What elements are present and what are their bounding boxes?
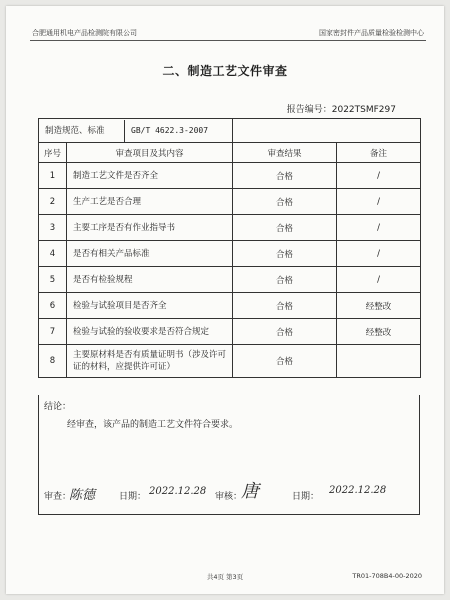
review-date: 2022.12.28 <box>149 486 207 497</box>
review-date-label: 日期： <box>119 492 147 502</box>
col-header-result: 审查结果 <box>233 143 337 163</box>
table-row <box>39 267 421 293</box>
row-note: / <box>337 267 421 293</box>
table-row <box>39 163 421 189</box>
reviewer-signature: 陈德 <box>69 488 96 503</box>
row-result: 合格 <box>233 293 337 319</box>
page-title: 二、制造工艺文件审查 <box>162 64 288 78</box>
row-result: 合格 <box>233 241 337 267</box>
row-result: 合格 <box>233 163 337 189</box>
table-header-row <box>39 143 421 163</box>
row-note: 经整改 <box>337 293 421 319</box>
report-number: 报告编号：2022TSMF297 <box>286 105 396 115</box>
col-header-item: 审查项目及其内容 <box>67 143 233 163</box>
table-row <box>39 345 421 378</box>
document-code: TR01-708B4-00-2020 <box>352 572 422 580</box>
spec-row <box>39 119 421 143</box>
row-note: 经整改 <box>337 319 421 345</box>
table-row <box>39 241 421 267</box>
row-no: 1 <box>39 163 67 189</box>
row-no: 5 <box>39 267 67 293</box>
row-no: 7 <box>39 319 67 345</box>
col-header-note: 备注 <box>337 143 421 163</box>
spec-row-cells <box>39 119 233 143</box>
spec-blank <box>233 119 421 143</box>
row-note <box>337 345 421 378</box>
row-item: 是否有相关产品标准 <box>67 241 233 267</box>
table-row <box>39 189 421 215</box>
testing-center-name: 国家密封件产品质量检验检测中心 <box>319 29 424 37</box>
conclusion-box <box>38 395 420 515</box>
spec-value: GB/T 4622.3-2007 <box>131 125 209 135</box>
row-item: 是否有检验规程 <box>67 267 233 293</box>
row-result: 合格 <box>233 189 337 215</box>
row-note: / <box>337 215 421 241</box>
col-header-no: 序号 <box>39 143 67 163</box>
row-item: 检验与试验项目是否齐全 <box>67 293 233 319</box>
row-item: 主要原材料是否有质量证明书（涉及许可证的材料，应提供许可证） <box>67 345 233 378</box>
table-row <box>39 319 421 345</box>
audit-date: 2022.12.28 <box>329 485 387 496</box>
conclusion-text: 经审查，该产品的制造工艺文件符合要求。 <box>67 420 239 430</box>
report-page <box>6 6 444 594</box>
company-name: 合肥通用机电产品检测院有限公司 <box>32 29 137 37</box>
audit-label: 审核： <box>215 492 243 502</box>
row-no: 3 <box>39 215 67 241</box>
row-item: 生产工艺是否合理 <box>67 189 233 215</box>
row-note: / <box>337 241 421 267</box>
row-result: 合格 <box>233 319 337 345</box>
audit-date-label: 日期： <box>292 492 320 502</box>
row-item: 制造工艺文件是否齐全 <box>67 163 233 189</box>
row-item: 主要工序是否有作业指导书 <box>67 215 233 241</box>
row-note: / <box>337 163 421 189</box>
review-table <box>38 118 421 378</box>
page-number: 共4页 第3页 <box>206 573 244 581</box>
row-note: / <box>337 189 421 215</box>
row-no: 8 <box>39 345 67 378</box>
row-no: 2 <box>39 189 67 215</box>
spec-label: 制造规范、标准 <box>45 120 125 142</box>
table-row <box>39 293 421 319</box>
row-result: 合格 <box>233 267 337 293</box>
row-result: 合格 <box>233 215 337 241</box>
table-row <box>39 215 421 241</box>
row-no: 4 <box>39 241 67 267</box>
row-item: 检验与试验的验收要求是否符合规定 <box>67 319 233 345</box>
header-divider <box>30 40 426 41</box>
row-result: 合格 <box>233 345 337 378</box>
auditor-signature: 唐 <box>241 481 259 502</box>
review-label: 审查： <box>44 492 72 502</box>
conclusion-label: 结论： <box>44 402 72 412</box>
row-no: 6 <box>39 293 67 319</box>
